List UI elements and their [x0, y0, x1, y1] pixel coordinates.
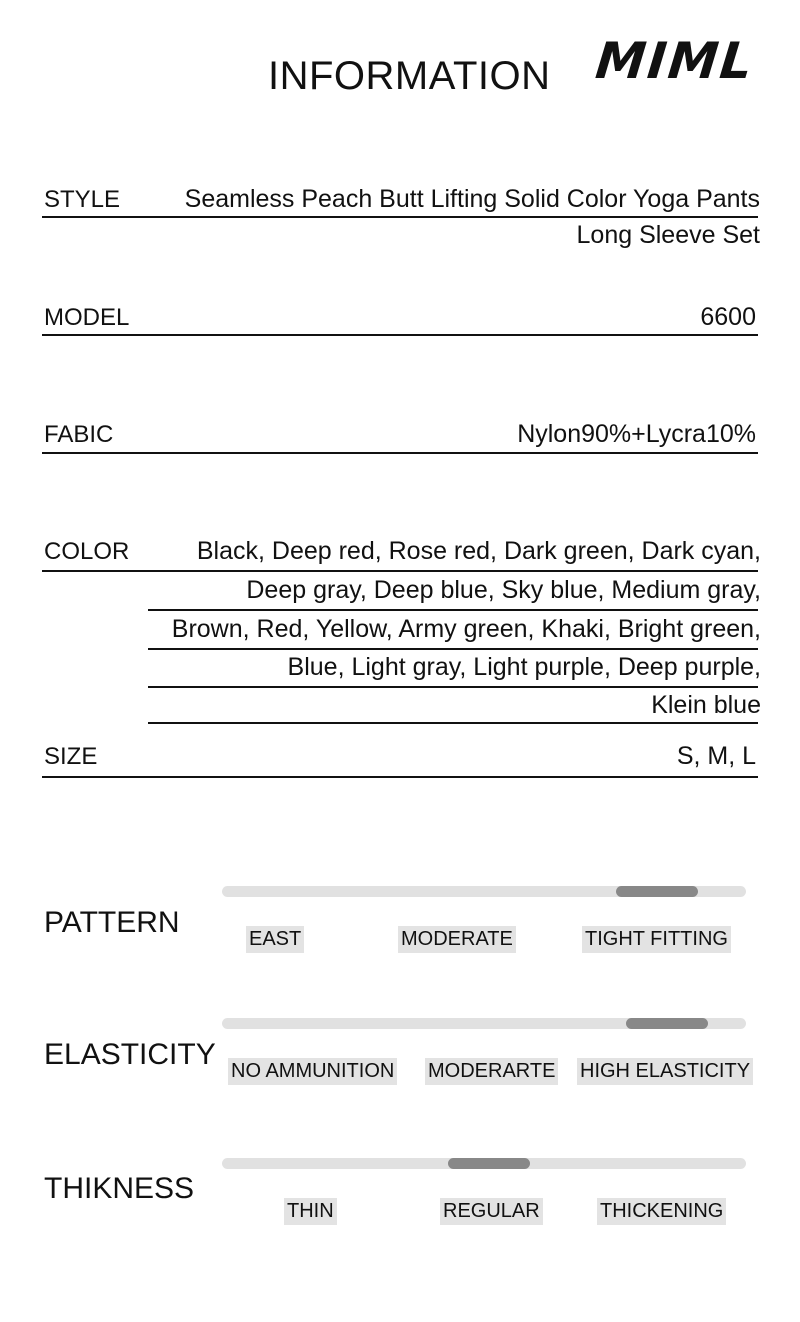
color-divider-2: [148, 609, 758, 611]
size-divider: [42, 776, 758, 778]
fabric-label: FABIC: [44, 421, 114, 448]
style-value-line-1: Seamless Peach Butt Lifting Solid Color Yoga Pants: [184, 185, 760, 213]
model-value: 6600: [700, 303, 756, 331]
style-value-line-2: Long Sleeve Set: [576, 221, 760, 249]
color-divider-4: [148, 686, 758, 688]
brand-logo: MIML: [592, 32, 758, 90]
color-value-line-5: Klein blue: [651, 691, 761, 719]
elasticity-slider-indicator: [626, 1018, 708, 1029]
pattern-option-moderate: MODERATE: [398, 926, 516, 953]
thikness-option-thin: THIN: [284, 1198, 337, 1225]
model-label: MODEL: [44, 304, 130, 331]
color-label: COLOR: [44, 538, 130, 565]
thikness-option-regular: REGULAR: [440, 1198, 543, 1225]
color-value-line-2: Deep gray, Deep blue, Sky blue, Medium gray,: [246, 576, 761, 604]
pattern-option-east: EAST: [246, 926, 304, 953]
color-value-line-1: Black, Deep red, Rose red, Dark green, Dark cyan,: [196, 537, 761, 565]
fabric-value: Nylon90%+Lycra10%: [517, 420, 756, 448]
elasticity-option-moderarte: MODERARTE: [425, 1058, 558, 1085]
page-title: INFORMATION: [268, 54, 551, 98]
size-value: S, M, L: [676, 742, 756, 770]
color-divider-5: [148, 722, 758, 724]
color-value-line-4: Blue, Light gray, Light purple, Deep purple,: [287, 653, 761, 681]
thikness-slider-indicator: [448, 1158, 530, 1169]
thikness-slider-track: [222, 1158, 746, 1169]
pattern-option-tight-fitting: TIGHT FITTING: [582, 926, 731, 953]
color-value-line-3: Brown, Red, Yellow, Army green, Khaki, Bright green,: [171, 615, 761, 643]
color-divider-1: [42, 570, 758, 572]
elasticity-option-no-ammunition: NO AMMUNITION: [228, 1058, 397, 1085]
size-label: SIZE: [44, 743, 98, 770]
color-divider-3: [148, 648, 758, 650]
thikness-option-thickening: THICKENING: [597, 1198, 726, 1225]
elasticity-label: ELASTICITY: [44, 1038, 216, 1071]
pattern-label: PATTERN: [44, 906, 180, 939]
model-divider: [42, 334, 758, 336]
style-label: STYLE: [44, 186, 121, 213]
fabric-divider: [42, 452, 758, 454]
elasticity-slider-track: [222, 1018, 746, 1029]
thikness-label: THIKNESS: [44, 1172, 195, 1205]
elasticity-option-high-elasticity: HIGH ELASTICITY: [577, 1058, 753, 1085]
style-divider: [42, 216, 758, 218]
pattern-slider-indicator: [616, 886, 698, 897]
pattern-slider-track: [222, 886, 746, 897]
